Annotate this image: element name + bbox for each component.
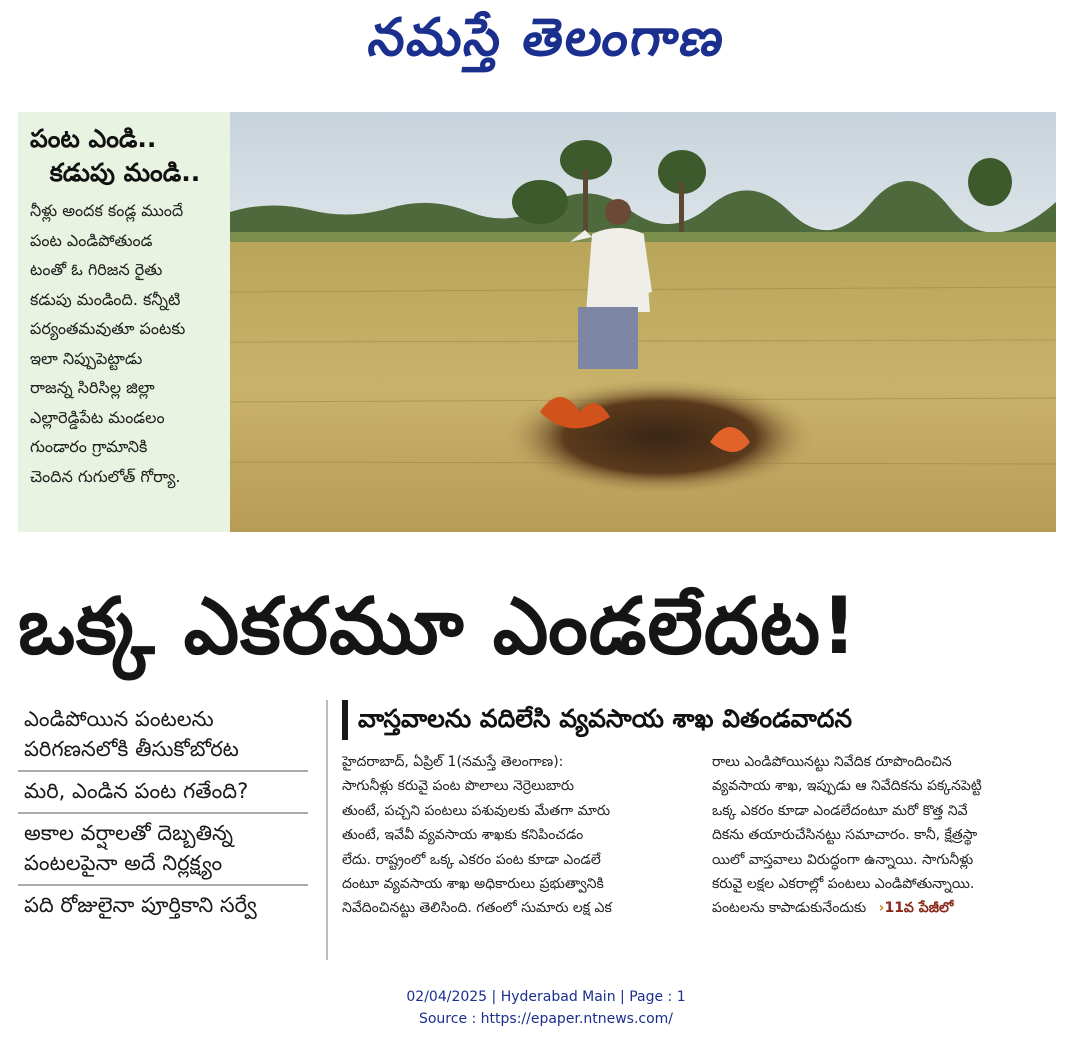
footer-date-edition: 02/04/2025 | Hyderabad Main | Page : 1	[406, 989, 686, 1005]
caption-line: పంట ఎండిపోతుండ	[30, 230, 153, 250]
newspaper-title: నమస్తే తెలంగాణ	[364, 7, 730, 68]
caption-line: పర్యంతమవుతూ పంటకు	[30, 319, 186, 338]
article-last-line	[712, 896, 1054, 920]
highlight-item	[18, 814, 308, 886]
caption-line: ఇలా నిప్పుపెట్టాడు	[30, 348, 143, 368]
caption-heading-line1: పంట ఎండి..	[30, 124, 157, 153]
article-line: వ్యవసాయ శాఖ, ఇప్పుడు ఆ నివేదికను పక్కనపెట్టి	[712, 778, 982, 795]
caption-heading-line2: కడుపు మండి..	[49, 158, 201, 187]
highlight-line: పరిగణనలోకి తీసుకోబోరట	[24, 737, 239, 761]
article-line: తుంటే, పచ్చని పంటలు పశువులకు మేతగా మారు	[342, 802, 611, 819]
column-divider	[326, 700, 328, 960]
article-column-2	[712, 750, 1054, 921]
article-line: తుంటే, ఇవేవీ వ్యవసాయ శాఖకు కనిపించడం	[342, 827, 584, 844]
masthead	[0, 4, 1092, 84]
article-subheadline: వాస్తవాలను వదిలేసి వ్యవసాయ శాఖ వితండవాదన	[342, 700, 1057, 740]
footer-source: Source : https://epaper.ntnews.com/	[418, 1011, 674, 1027]
article-line: రాలు ఎండిపోయినట్టు నివేదిక రూపొందించిన	[712, 754, 952, 770]
caption-line: గుండారం గ్రామానికి	[30, 437, 148, 456]
caption-line: కడుపు మండింది. కన్నీటి	[30, 289, 181, 309]
highlight-line: పది రోజులైనా పూర్తికాని సర్వే	[24, 893, 257, 917]
article-line: సాగునీళ్లు కరువై పంట పొలాలు నెర్రెలుబారు	[342, 778, 575, 795]
main-headline: ఒక్క ఎకరమూ ఎండలేదట!	[18, 582, 858, 672]
article-line: యిలో వాస్తవాలు విరుద్ధంగా ఉన్నాయి. సాగునీళ్లు	[712, 851, 974, 868]
caption-text	[30, 196, 220, 491]
article-line: కరువై లక్షల ఎకరాల్లో పంటలు ఎండిపోతున్నాయి.	[712, 876, 975, 893]
caption-line: ఎల్లారెడ్డిపేట మండలం	[30, 407, 165, 427]
article-line: హైదరాబాద్, ఏప్రిల్ 1(నమస్తే తెలంగాణ):	[342, 754, 564, 770]
highlight-line: మరి, ఎండిన పంట గతేంది?	[24, 779, 249, 803]
caption-line: రాజన్న సిరిసిల్ల జిల్లా	[30, 378, 155, 397]
continue-arrow-icon: ›	[878, 900, 885, 917]
article-line: పంటలను కాపాడుకునేందుకు	[712, 900, 867, 917]
article-line: ఒక్క ఎకరం కూడా ఎండలేదంటూ మరో కొత్త నివే	[712, 802, 968, 819]
highlight-line: పంటలపైనా అదే నిర్లక్ష్యం	[24, 851, 223, 875]
photo-caption-box	[18, 112, 230, 532]
highlight-line: ఎండిపోయిన పంటలను	[24, 707, 214, 731]
article-line: దికను తయారుచేసినట్టు సమాచారం. కానీ, క్షేత్రస్థా	[712, 827, 978, 844]
highlight-item	[18, 886, 308, 926]
caption-line: నీళ్లు అందక కండ్ల ముందే	[30, 201, 184, 220]
article-line: లేదు. రాష్ట్రంలో ఒక్క ఎకరం పంట కూడా ఎండలే	[342, 851, 601, 868]
continued-link[interactable]	[879, 896, 954, 920]
highlights-column	[18, 700, 308, 926]
article-line: దంటూ వ్యవసాయ శాఖ అధికారులు ప్రభుత్వానికి	[342, 876, 604, 893]
article-column-1	[342, 750, 684, 921]
news-photo	[230, 112, 1056, 532]
caption-line: చెందిన గుగులోత్ గోర్యా.	[30, 466, 181, 486]
highlight-item	[18, 772, 308, 814]
continued-label: 11వ పేజీలో	[884, 900, 954, 917]
highlight-line: అకాల వర్షాలతో దెబ్బతిన్న	[24, 821, 234, 845]
page-footer	[0, 986, 1092, 1030]
caption-line: టంతో ఓ గిరిజన రైతు	[30, 260, 163, 279]
article-line: నివేదించినట్టు తెలిసింది. గతంలో సుమారు లక్ష ఎక	[342, 900, 612, 917]
highlight-item	[18, 700, 308, 772]
